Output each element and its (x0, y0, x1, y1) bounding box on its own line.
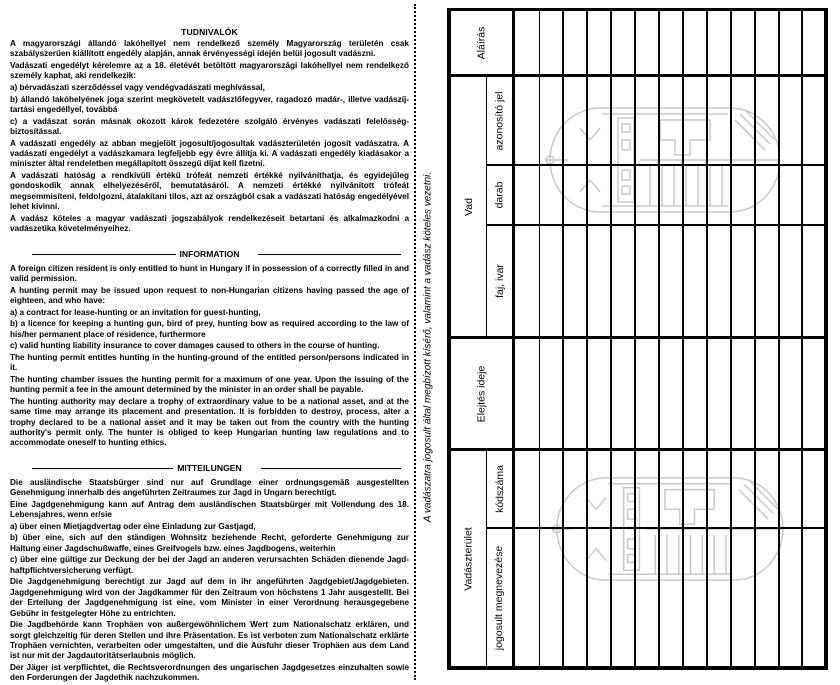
de-paragraph: c) über eine gültige zur Deckung der bei der Jagd an anderen verursachten Schäden dienende Jagd-haftpflichtversicherung verfügt. (10, 555, 409, 575)
hu-paragraph: A vadászati hatóság a rendkívüli értékű trófeát nemzeti értékké nyilváníthatja, és egyidejűleg gondoskodik annak elhelyezéséről, bemutatásáról. A nemzeti értékké nyilvánított trófeát megsemmisíteni, feldolgozni, átalakítani tilos, azt az országból csak a vadászati hatóság engedélyével lehet kivinni. (10, 171, 409, 212)
en-paragraph: b) a licence for keeping a hunting gun, bird of prey, hunting bow as required according to the law of his/her permanent place of residence, furthermore (10, 319, 409, 339)
table-border-right (824, 8, 828, 670)
de-paragraph: Die Jagdgenehmigung berechtigt zur Jagd auf dem in ihr angeführten Jagdgebiet/Jagdgebieten. Jagdgenehmigung wird von der Jagdkammer für den Zeitraum von höchstens 1 Jahr ausgestellt. Bei der Erteilung der Jagdgenehmigung ist eine, vom Minister in einer Verordnung herausgegebene Gebühr in festgelegter Höhe zu entrichten. (10, 577, 409, 618)
en-paragraph: a) a contract for lease-hunting or an invitation for guest-hunting, (10, 307, 261, 317)
header-edge (512, 8, 515, 670)
hu-paragraph: A vadász köteles a magyar vadászati jogszabályok rendelkezéseit betartani és alkalmazkodni a vadászetika követelményeihez. (10, 213, 409, 234)
hu-paragraph: Vadászati engedélyt kérelemre az a 18. életévét betöltött magyarországi lakóhellyel nem rendelkező személy kaphat, aki rendelkezik: (10, 61, 409, 81)
en-paragraph: The hunting chamber issues the hunting permit for a maximum of one year. Upon the issuing of the hunting permit a fee in the amount determined by the minister in an order shall be payable. (10, 374, 409, 395)
entry-column-line (610, 8, 612, 670)
hu-paragraph: a) bérvadászati szerződéssel vagy vendégvadászati meghívással, (10, 83, 265, 92)
header-game-count-label: darab (493, 181, 506, 209)
coat-of-arms-watermark-icon (545, 470, 785, 588)
en-paragraph: A hunting permit may be issued upon request to non-Hungarian citizens having passed the age of eighteen, and who have: (10, 285, 409, 306)
hungarian-title: TUDNIVALÓK (181, 27, 238, 37)
de-paragraph: Die ausländische Staatsbürger sind nur auf Grundlage einer ordnungsgemäß ausgestellten Genehmigung innerhalb des angeführten Zeitraumes zur Jagd in Ungarn berechtigt. (10, 477, 409, 498)
hu-paragraph: c) a vadászat során másnak okozott károk fedezetére szolgáló érvényes vadászati felelősség-biztosítással. (10, 116, 409, 136)
entry-column-line (586, 8, 588, 670)
de-paragraph: Eine Jagdgenehmigung kann auf Antrag dem ausländischen Staatsbürger mit Vollendung des 18. Lebensjahres, wenn er/sie (10, 499, 409, 520)
entry-column-line (706, 8, 708, 670)
header-area-holder (487, 529, 512, 666)
row-divider (486, 164, 828, 166)
de-paragraph: Der Jäger ist verpflichtet, die Rechtsverordnungen des ungarischen Jagdgesetzes einzuhalten sowie den Forderungen der Jagdethik nachzukommen. (10, 663, 409, 683)
header-signature (451, 11, 512, 74)
header-hunting-area-label: Vadászterület (462, 526, 475, 591)
en-paragraph: c) valid hunting liability insurance to cover damages caused to others in the course of hunting. (10, 341, 380, 351)
entry-column-line (754, 8, 756, 670)
header-signature-label: Aláírás (475, 26, 488, 59)
header-kill-time (451, 339, 512, 448)
entry-column-line (658, 8, 660, 670)
header-area-code (487, 451, 512, 527)
header-game-label: Vad (462, 197, 475, 216)
header-area-holder-label: jogosult megnevezése (493, 545, 506, 650)
coat-of-arms-watermark-icon (540, 100, 780, 220)
hu-paragraph: b) állandó lakóhelyének joga szerint megkövetelt vadászlőfegyver, ragadozó madár-, illetve vadászíj-tartási engedéllyel, továbbá (10, 94, 409, 114)
entry-column-line (634, 8, 636, 670)
entry-column-line (682, 8, 684, 670)
en-paragraph: A foreign citizen resident is only entitled to hunt in Hungary if in possession of a correctly filled in and valid permission. (10, 263, 409, 284)
hu-paragraph: A vadászati engedély az abban megjelölt jogosult/jogosultak vadászterületén jogosít vadászatra. A vadászati engedélyt a vadászkamara legfeljebb egy évre állítja ki. A vadászati engedély kiadásakor a miniszter által rendeletben megállapított összegű díjat kell fizetni. (10, 138, 409, 169)
table-border-bottom (447, 666, 828, 670)
german-heading-label: MITTEILUNGEN (173, 463, 245, 473)
de-paragraph: b) über eine, sich auf den ständigen Wohnsitz beziehende Recht, geforderte Genehmigung zur Haltung einer Jagdschußwaffe, eines Greifvogels bzw. eines Jagdbogens, weiterhin (10, 533, 409, 553)
entry-column-line (778, 8, 780, 670)
entry-column-line (801, 8, 803, 670)
en-paragraph: The hunting permit entitles hunting in the hunting-ground of the entitled person/persons indicated in it. (10, 352, 409, 373)
header-kill-time-label: Elejtés ideje (475, 365, 488, 422)
header-hunting-area (451, 451, 486, 666)
row-divider (486, 527, 828, 529)
header-game-count (487, 166, 512, 224)
header-area-code-label: kódszáma (493, 465, 506, 513)
header-species-sex-label: faj, ivar (493, 264, 506, 298)
entry-column-line (562, 8, 564, 670)
de-paragraph: Die Jagdbehörde kann Trophäen von außergewöhnlichem Wert zum Nationalschatz erklären, und sorgt gleichzeitig für deren Stellen und ihre Präsentation. Es ist verboten zum Nationalschatz erklärte Trophäen vernichten, verarbeiten oder umgestalten, und die Ausfuhr dieser Trophäen aus dem Land ist nur mit der Jagdautoritätserlaubnis möglich. (10, 620, 409, 661)
hu-paragraph: A magyarországi állandó lakóhellyel nem rendelkező személy Magyarország területén csak szabályszerűen kiállított engedély alapján, annak érvényességi idején belül jogosult vadászni. (10, 39, 409, 59)
header-game (451, 77, 486, 336)
row-divider (486, 224, 828, 226)
vertical-note-text: A vadászatra jogosult által megbízott kísérő, valamint a vadász köteles vezetni. (422, 171, 434, 523)
header-species-sex (487, 226, 512, 336)
de-paragraph: a) über einen Mietjagdvertag oder eine Einladung zur Gastjagd, (10, 521, 256, 531)
english-heading-label: INFORMATION (176, 249, 244, 259)
header-game-id-label: azonosító jel (493, 91, 506, 150)
entry-column-line (730, 8, 732, 670)
entry-column-line (539, 8, 540, 670)
header-game-id (487, 77, 512, 164)
en-paragraph: The hunting authority may declare a trophy of extraordinary value to be a national asset, and at the same time may arrange its placement and presentation. It is forbidden to destroy, process, alter a trophy declared to be a national asset and it may be taken out from the country with the hunting authority's permit only. The hunter is obliged to keep Hungarian hunting law regulations and to accommodate oneself to hunting ethics. (10, 396, 409, 448)
